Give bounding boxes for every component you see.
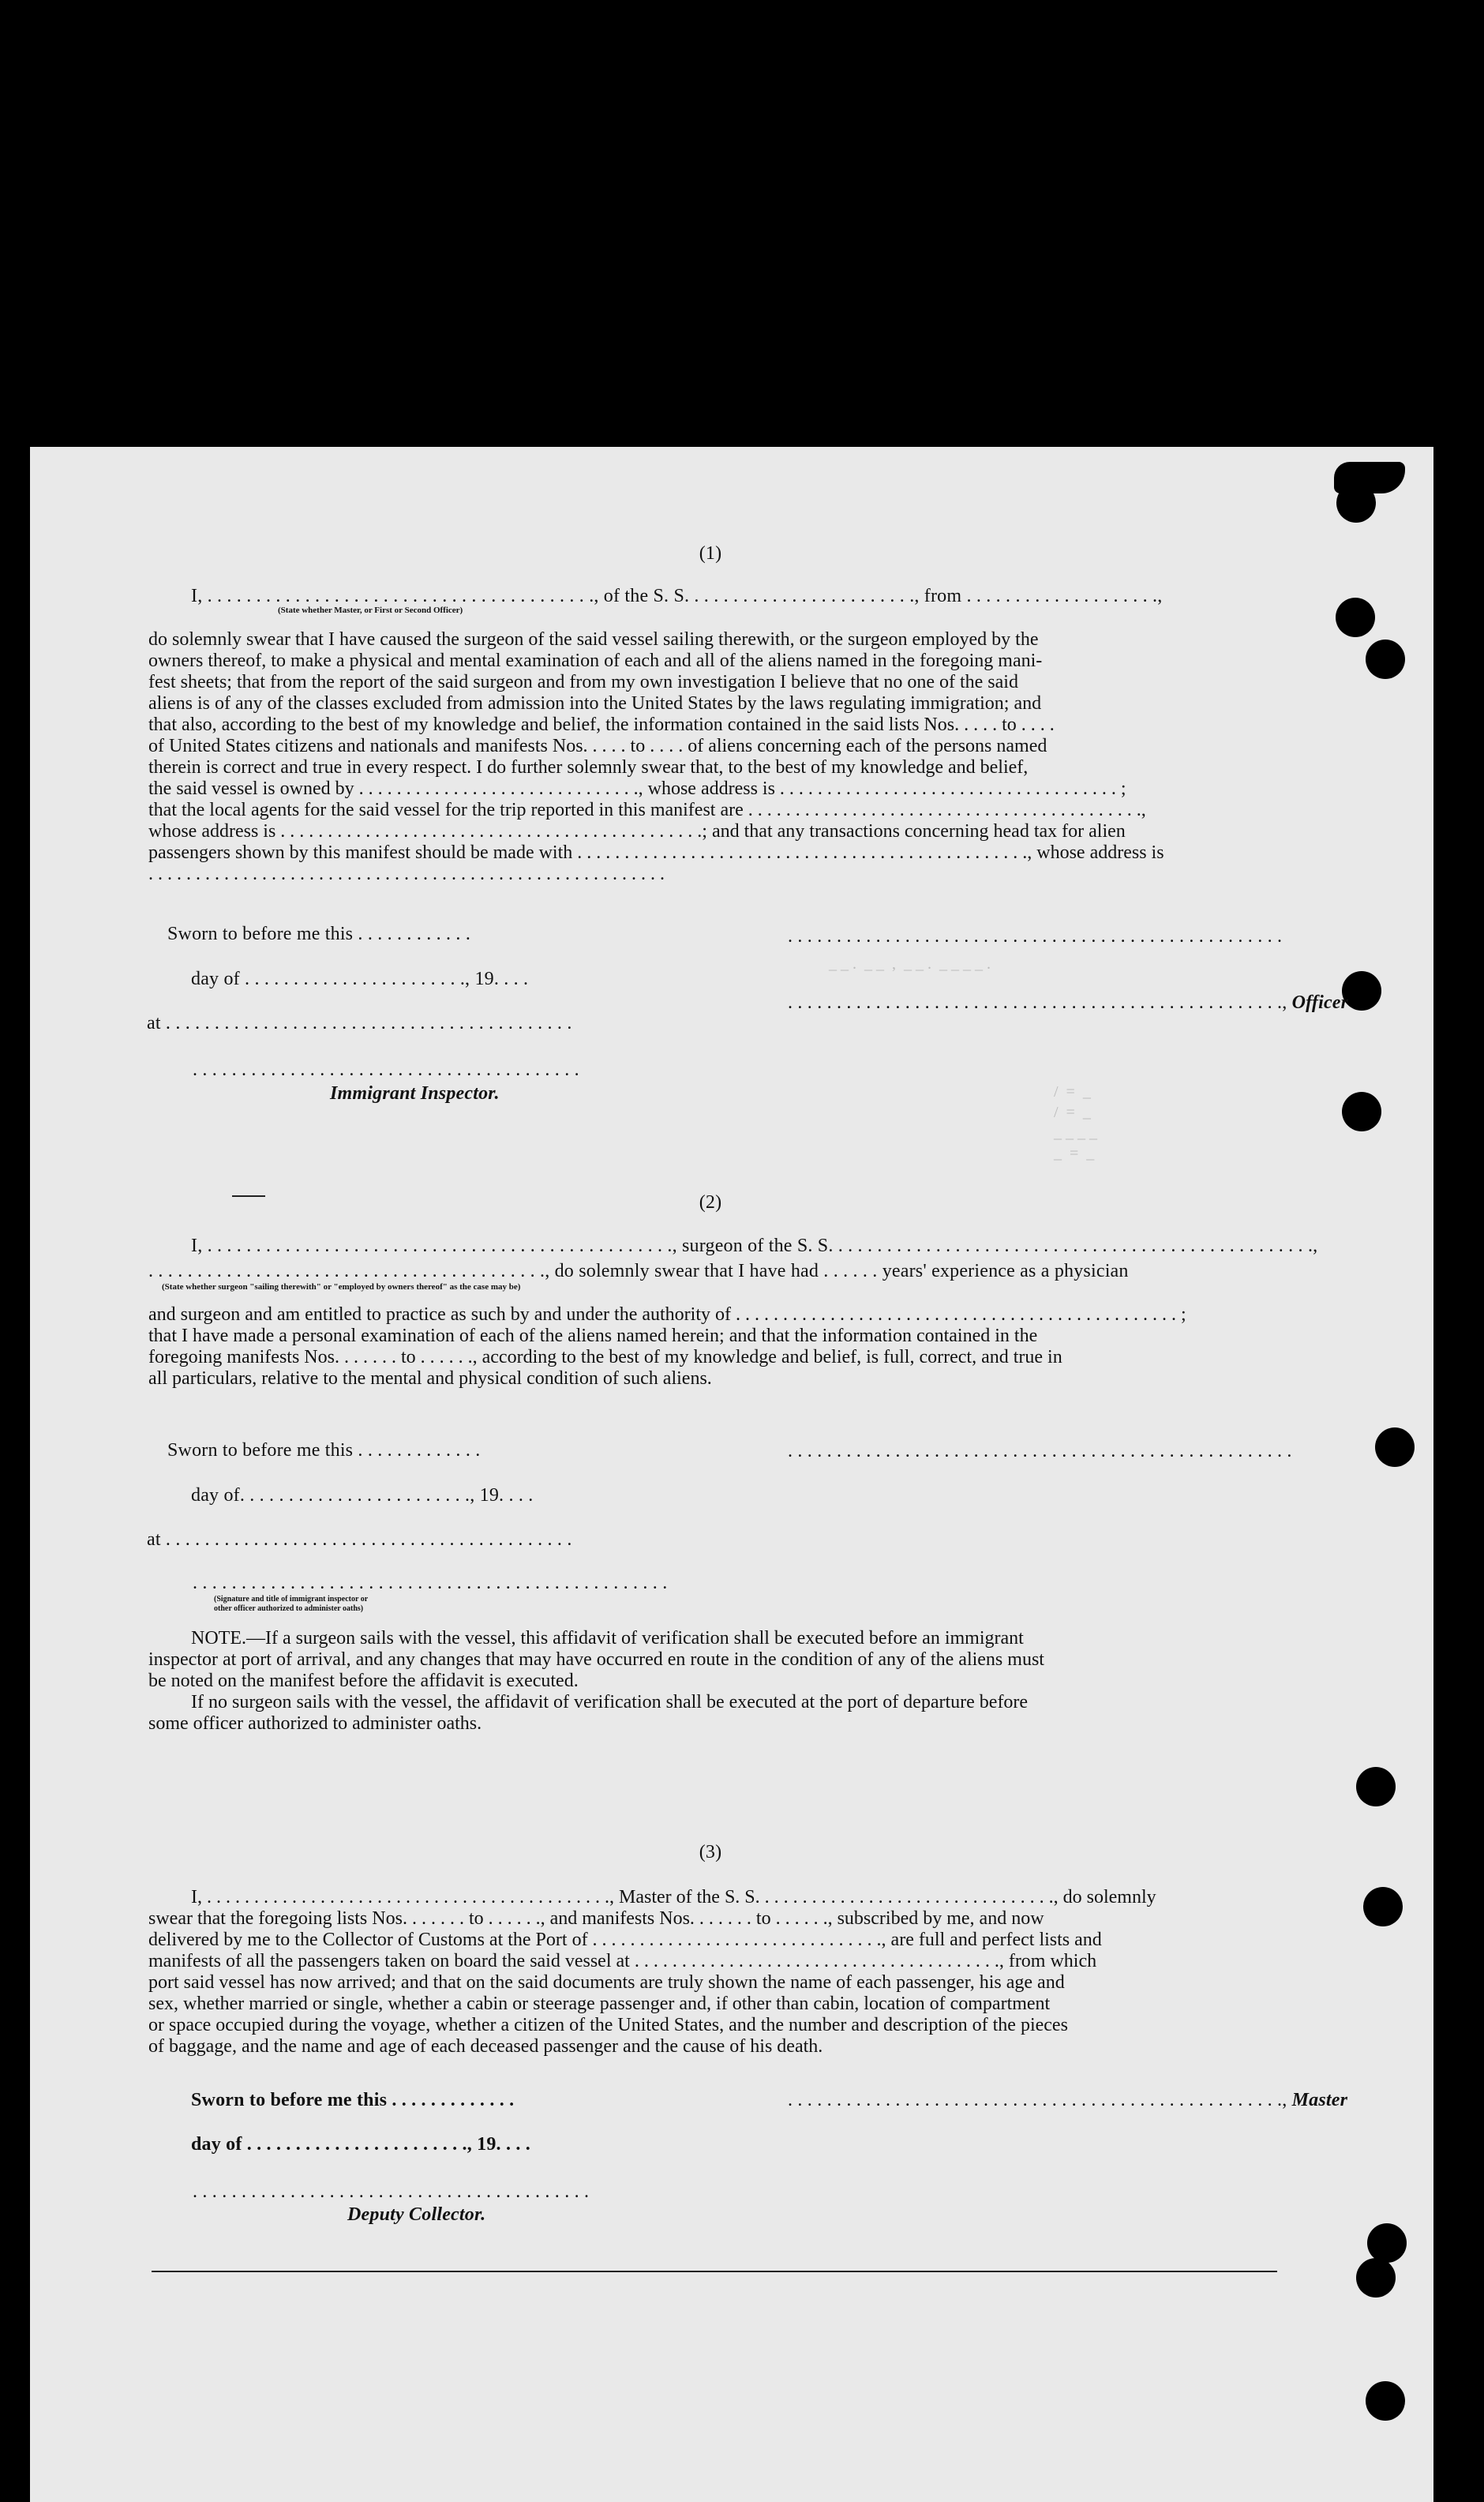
day-line-1: day of . . . . . . . . . . . . . . . . . . . . . . ., 19. . . .	[191, 969, 529, 989]
surgeon-status-note: (State whether surgeon "sailing therewith" or "employed by owners thereof" as the case may be)	[162, 1282, 521, 1292]
punch-hole	[1342, 1092, 1381, 1131]
officer-rank-note: (State whether Master, or First or Second Officer)	[278, 606, 463, 615]
punch-hole	[1375, 1427, 1415, 1467]
inspector-signature-line: . . . . . . . . . . . . . . . . . . . . . . . . . . . . . . . . . . . . . . . .	[193, 1060, 579, 1080]
section-2-second-line: . . . . . . . . . . . . . . . . . . . . . . . . . . . . . . . . . . . . . . . . ., do solemnly swear that I have had . . . . . . years' experience as a physician	[148, 1261, 1129, 1281]
punch-hole	[1366, 2381, 1405, 2421]
at-line-2: at . . . . . . . . . . . . . . . . . . . . . . . . . . . . . . . . . . . . . . . . . .	[147, 1529, 572, 1550]
section-3-oath: I, . . . . . . . . . . . . . . . . . . . . . . . . . . . . . . . . . . . . . . . . . . ., Master of the S. S. . . . . . . . . . . . . . . . . . . . . . . . . . . . . . . ., do solemnly swear that the foregoing lists Nos. . . . . . . to . . . . . ., and manifests Nos. . . . . . . to . . . . . ., subscribed by me, and now delivered by me to the Collector of Customs at the Port of . . . . . . . . . . . . . . . . . . . . . . . . . . . . . . ., are full and perfect lists and manifests of all the passengers taken on board the said vessel at . . . . . . . . . . . . . . . . . . . . . . . . . . . . . . . . . . . . . . ., from which port said vessel has now arrived; and that on the said documents are truly shown the name of each passenger, his age and sex, whether married or single, whether a cabin or steerage passenger and, if other than cabin, location of compartment or space occupied during the voyage, whether a citizen of the United States, and the number and description of the pieces of baggage, and the name and age of each deceased passenger and the cause of his death.	[148, 1887, 1156, 2057]
officer-signature-line-2: . . . . . . . . . . . . . . . . . . . . . . . . . . . . . . . . . . . . . . . . . . . . . . . . .	[193, 1573, 668, 1593]
sworn-line-2: Sworn to before me this . . . . . . . . . . . . .	[167, 1440, 481, 1461]
section-1-oath: do solemnly swear that I have caused the surgeon of the said vessel sailing therewith, or the surgeon employed by the owners thereof, to make a physical and mental examination of each and all of the aliens named in the foregoing mani- fest sheets; that from the report of the said surgeon and from my own investigation I believe that no one of the said aliens is of any of the classes excluded from admission into the United States by the laws regulating immigration; and that also, according to the best of my knowledge and belief, the information contained in the said lists Nos. . . . . to . . . . of United States citizens and nationals and manifests Nos. . . . . to . . . . of aliens concerning each of the persons named therein is correct and true in every respect. I do further solemnly swear that, to the best of my knowledge and belief, the said vessel is owned by . . . . . . . . . . . . . . . . . . . . . . . . . . . . . ., whose address is . . . . . . . . . . . . . . . . . . . . . . . . . . . . . . . . . . . . ; that the local agents for the said vessel for the trip reported in this manifest are . . . . . . . . . . . . . . . . . . . . . . . . . . . . . . . . . . . . . . . . . ., whose address is . . . . . . . . . . . . . . . . . . . . . . . . . . . . . . . . . . . . . . . . . . . . .; and that any transactions concerning head tax for alien passengers shown by this manifest should be made with . . . . . . . . . . . . . . . . . . . . . . . . . . . . . . . . . . . . . . . . . . . . . . . ., whose address is . . . . . . . . . . . . . . . . . . . . . . . . . . . . . . . . . . . . . . . . . . . . . . . . . . . . . . .	[148, 629, 1164, 884]
section-dash	[232, 1195, 265, 1197]
note-block: NOTE.—If a surgeon sails with the vessel, this affidavit of verification shall be executed before an immigrant inspector at port of arrival, and any changes that may have occurred en route in the condition of any of the aliens must be noted on the manifest before the affidavit is executed. If no surgeon sails with the vessel, the affidavit of verification shall be executed at the port of departure before some officer authorized to administer oaths.	[148, 1628, 1044, 1734]
punch-hole	[1363, 1887, 1403, 1926]
punch-hole	[1336, 598, 1375, 637]
faint-stamp-marks: / = _ / = _ _ _ _ _ _ = _	[1054, 1083, 1097, 1162]
punch-hole	[1356, 2258, 1396, 2298]
sworn-line-1: Sworn to before me this . . . . . . . . . . . .	[167, 924, 471, 944]
faint-stamp: _ _ . _ _ , _ _ . _ _ _ _ .	[829, 955, 991, 973]
officer-line: . . . . . . . . . . . . . . . . . . . . . . . . . . . . . . . . . . . . . . . . . . . . . . . . . . ., Officer	[788, 992, 1349, 1013]
section-2-oath: and surgeon and am entitled to practice as such by and under the authority of . . . . . . . . . . . . . . . . . . . . . . . . . . . . . . . . . . . . . . . . . . . . . . . ; that I have made a personal examination of each of the aliens named herein; and that the information contained in the foregoing manifests Nos. . . . . . . to . . . . . ., according to the best of my knowledge and belief, is full, correct, and true in all particulars, relative to the mental and physical condition of such aliens.	[148, 1304, 1186, 1389]
master-line: . . . . . . . . . . . . . . . . . . . . . . . . . . . . . . . . . . . . . . . . . . . . . . . . . . ., Master	[788, 2090, 1348, 2110]
section-3-number: (3)	[699, 1842, 722, 1862]
officer-line-top: . . . . . . . . . . . . . . . . . . . . . . . . . . . . . . . . . . . . . . . . . . . . . . . . . . .	[788, 926, 1283, 947]
immigrant-inspector-label: Immigrant Inspector.	[330, 1083, 500, 1104]
signature-title-note-2: other officer authorized to administer oaths)	[214, 1604, 364, 1613]
section-1-first-line: I, . . . . . . . . . . . . . . . . . . . . . . . . . . . . . . . . . . . . . . . ., of the S. S. . . . . . . . . . . . . . . . . . . . . . . ., from . . . . . . . . . . . . . . . . . . . .,	[191, 586, 1163, 606]
day-line-2: day of. . . . . . . . . . . . . . . . . . . . . . . ., 19. . . .	[191, 1485, 534, 1506]
section-2-first-line: I, . . . . . . . . . . . . . . . . . . . . . . . . . . . . . . . . . . . . . . . . . . . . . . . ., surgeon of the S. S. . . . . . . . . . . . . . . . . . . . . . . . . . . . . . . . . . . . . . . . . . . . . . . . . .,	[191, 1236, 1318, 1256]
signature-title-note-1: (Signature and title of immigrant inspector or	[214, 1595, 369, 1604]
at-line-1: at . . . . . . . . . . . . . . . . . . . . . . . . . . . . . . . . . . . . . . . . . .	[147, 1013, 572, 1033]
deputy-collector-label: Deputy Collector.	[347, 2204, 486, 2225]
punch-hole	[1366, 640, 1405, 679]
punch-hole	[1356, 1767, 1396, 1806]
day-line-3: day of . . . . . . . . . . . . . . . . . . . . . . ., 19. . . .	[191, 2134, 530, 2155]
section-1-number: (1)	[699, 543, 722, 564]
sworn-line-3: Sworn to before me this . . . . . . . . . . . . .	[191, 2090, 515, 2110]
bottom-rule	[152, 2271, 1277, 2272]
section-2-number: (2)	[699, 1192, 722, 1213]
collector-signature-line: . . . . . . . . . . . . . . . . . . . . . . . . . . . . . . . . . . . . . . . . .	[193, 2181, 590, 2202]
corner-mark	[1334, 462, 1405, 493]
surgeon-signature-line: . . . . . . . . . . . . . . . . . . . . . . . . . . . . . . . . . . . . . . . . . . . . . . . . . . . .	[788, 1441, 1292, 1461]
punch-hole	[1367, 2223, 1407, 2263]
